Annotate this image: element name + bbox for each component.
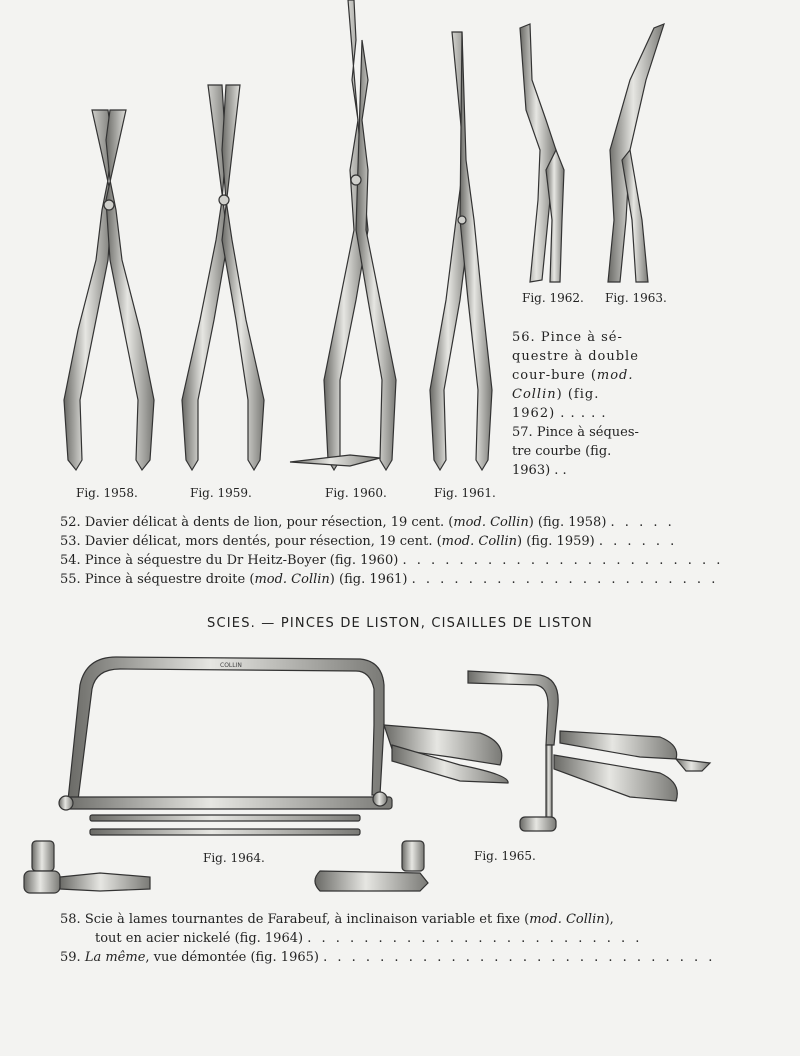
entry-55-italic: mod. Collin — [254, 572, 330, 587]
entry-56-italic: mod. Collin — [512, 368, 634, 402]
entry-53 — [60, 532, 677, 551]
entry-53-dots: . . . . . . — [598, 534, 678, 549]
entry-58-text: Scie à lames tournantes de Farabeuf, à inclinaison variable et fixe ( — [84, 912, 530, 927]
entry-58 — [60, 910, 614, 929]
entry-53-italic: mod. Collin — [441, 534, 518, 549]
fig-1959-forceps — [182, 85, 264, 470]
entry-56-tail: ) (fig. 1962) . . . . . — [512, 387, 607, 421]
entry-52-italic: mod. Collin — [453, 515, 529, 530]
entry-55-tail: ) (fig. 1961) — [329, 572, 408, 587]
entry-53-tail: ) (fig. 1959) — [517, 534, 595, 549]
caption-fig-1964: Fig. 1964. — [203, 851, 265, 865]
caption-fig-1958: Fig. 1958. — [76, 486, 138, 500]
entry-58-tail: ), — [604, 912, 614, 927]
caption-fig-1962: Fig. 1962. — [522, 291, 584, 305]
entry-59-dots: . . . . . . . . . . . . . . . . . . . . . . . . . . . . — [323, 950, 716, 965]
entry-56-text: Pince à sé-questre à double cour-bure ( — [512, 330, 639, 383]
entry-58-dots: . . . . . . . . . . . . . . . . . . . . . . . . — [307, 931, 643, 946]
entry-59-tail: , vue démontée (fig. 1965) — [145, 950, 319, 965]
fig-1958-forceps — [64, 110, 154, 470]
entry-59-italic: La même — [84, 950, 146, 965]
entry-59-num: 59. — [60, 950, 81, 965]
entry-52-dots: . . . . . — [610, 515, 675, 530]
entry-55-num: 55. — [60, 572, 81, 587]
fig-1962-forceps — [520, 24, 564, 282]
entry-55-text: Pince à séquestre droite ( — [84, 572, 255, 587]
fig-1960-forceps — [290, 0, 396, 470]
entry-52 — [60, 513, 675, 532]
entry-52-num: 52. — [60, 515, 81, 530]
fig-1963-forceps — [608, 24, 664, 282]
entry-53-text: Davier délicat, mors dentés, pour résection, 19 cent. ( — [84, 534, 442, 549]
entry-54 — [60, 551, 723, 570]
fig-1965-saw-detached — [468, 671, 710, 831]
entry-55-dots: . . . . . . . . . . . . . . . . . . . . . . — [411, 572, 719, 587]
fig-1964-detached-parts — [24, 841, 428, 893]
entry-53-num: 53. — [60, 534, 81, 549]
caption-fig-1965: Fig. 1965. — [474, 849, 536, 863]
entry-58-num: 58. — [60, 912, 81, 927]
section-heading: SCIES. — PINCES DE LISTON, CISAILLES DE LISTON — [207, 616, 593, 631]
entry-58-line2-text: tout en acier nickelé (fig. 1964) — [95, 931, 304, 946]
caption-fig-1961: Fig. 1961. — [434, 486, 496, 500]
saw-illustrations — [20, 645, 720, 905]
entry-54-text: Pince à séquestre du Dr Heitz-Boyer (fig. 1960) — [84, 553, 399, 568]
entry-54-num: 54. — [60, 553, 81, 568]
entry-58-line2 — [95, 929, 642, 948]
entry-56 — [512, 328, 642, 423]
caption-fig-1963: Fig. 1963. — [605, 291, 667, 305]
caption-fig-1960: Fig. 1960. — [325, 486, 387, 500]
entry-59 — [60, 948, 715, 967]
entry-57-text: Pince à séques-tre courbe (fig. 1963) . . — [512, 425, 639, 478]
entry-52-text: Davier délicat à dents de lion, pour résection, 19 cent. ( — [84, 515, 454, 530]
entry-52-tail: ) (fig. 1958) — [528, 515, 607, 530]
side-entries — [512, 328, 642, 480]
entry-57 — [512, 423, 642, 480]
entry-58-italic: mod. Collin — [529, 912, 605, 927]
entry-56-num: 56. — [512, 330, 536, 345]
saw-engraving: COLLIN — [220, 662, 242, 669]
entry-54-dots: . . . . . . . . . . . . . . . . . . . . . . . — [402, 553, 724, 568]
caption-fig-1959: Fig. 1959. — [190, 486, 252, 500]
entry-55 — [60, 570, 718, 589]
fig-1964-frame-saw — [59, 657, 508, 835]
entry-57-num: 57. — [512, 425, 533, 440]
fig-1961-forceps — [430, 32, 492, 470]
